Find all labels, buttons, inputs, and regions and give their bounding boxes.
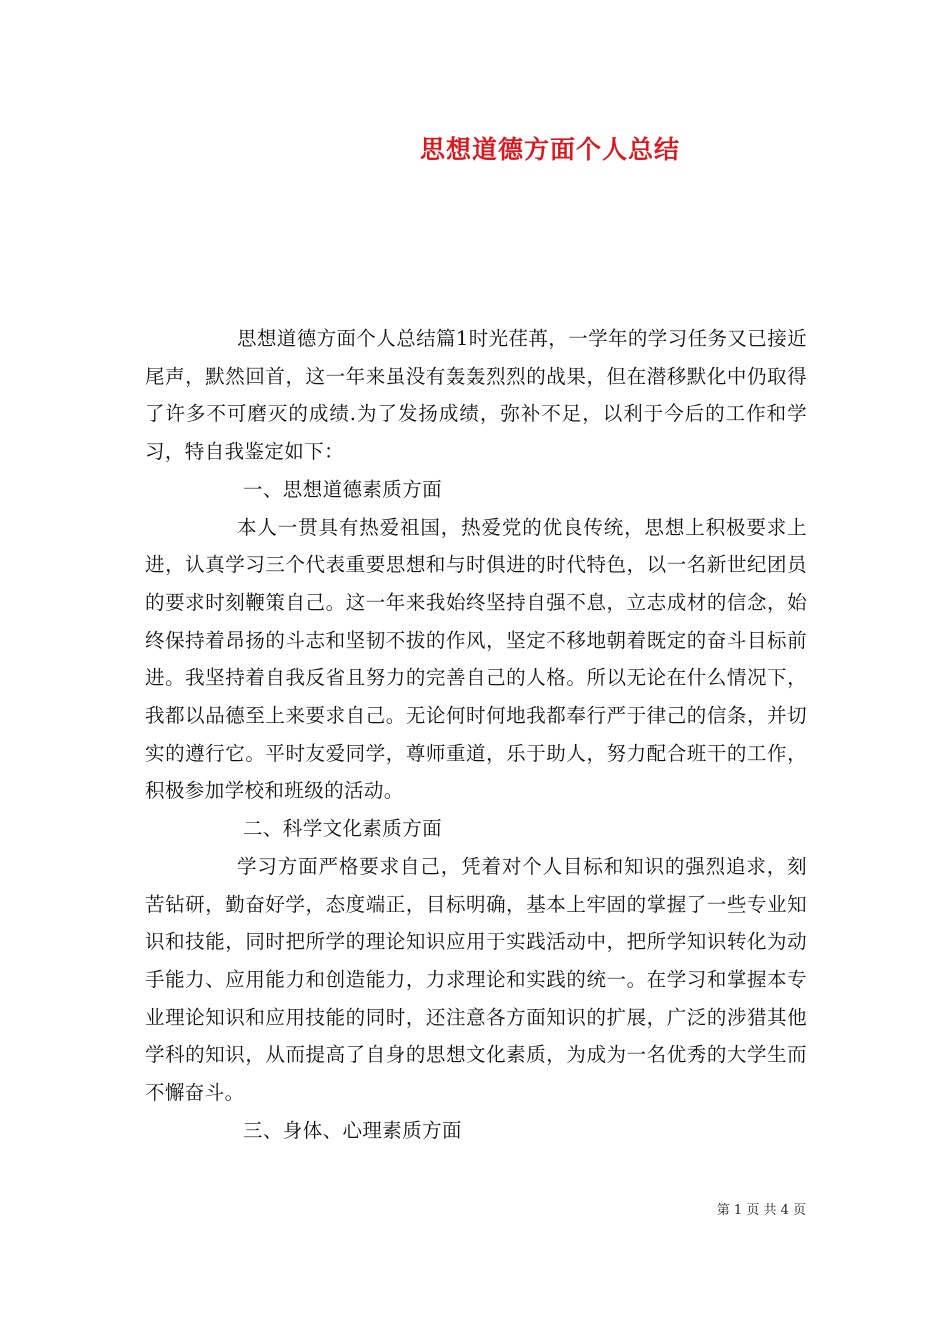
- page-footer: 第 1 页 共 4 页: [716, 1203, 806, 1218]
- section-heading-culture: 二、科学文化素质方面: [243, 817, 443, 841]
- section-heading-physical: 三、身体、心理素质方面: [243, 1118, 462, 1142]
- document-title: 思想道德方面个人总结: [419, 135, 680, 164]
- moral-paragraph: 本人一贯具有热爱祖国，热爱党的优良传统，思想上积极要求上进，认真学习三个代表重要思想和与时俱进的时代特色，以一名新世纪团员的要求时刻鞭策自己。这一年来我始终坚持自强不息，立志成材的信念，始终保持着昂扬的斗志和坚韧不拔的作风，坚定不移地朝着既定的奋斗目标前进。我坚持着自我反省且努力的完善自己的人格。所以无论在什么情况下，我都以品德至上来要求自己。无论何时何地我都奉行严于律己的信条，并切实的遵行它。平时友爱同学，尊师重道，乐于助人，努力配合班干的工作，积极参加学校和班级的活动。: [145, 515, 807, 803]
- intro-paragraph: 思想道德方面个人总结篇1时光荏苒，一学年的学习任务又已接近尾声，默然回首，这一年来虽没有轰轰烈烈的战果，但在潜移默化中仍取得了许多不可磨灭的成绩.为了发扬成绩，弥补不足，以利于今后的工作和学习，特自我鉴定如下：: [145, 327, 808, 464]
- culture-paragraph: 学习方面严格要求自己，凭着对个人目标和知识的强烈追求，刻苦钻研，勤奋好学，态度端正，目标明确，基本上牢固的掌握了一些专业知识和技能，同时把所学的理论知识应用于实践活动中，把所学知识转化为动手能力、应用能力和创造能力，力求理论和实践的统一。在学习和掌握本专业理论知识和应用技能的同时，还注意各方面知识的扩展，广泛的涉猎其他学科的知识，从而提高了自身的思想文化素质，为成为一名优秀的大学生而不懈奋斗。: [145, 854, 807, 1105]
- document-body: [145, 320, 807, 1149]
- section-heading-moral: 一、思想道德素质方面: [243, 477, 443, 501]
